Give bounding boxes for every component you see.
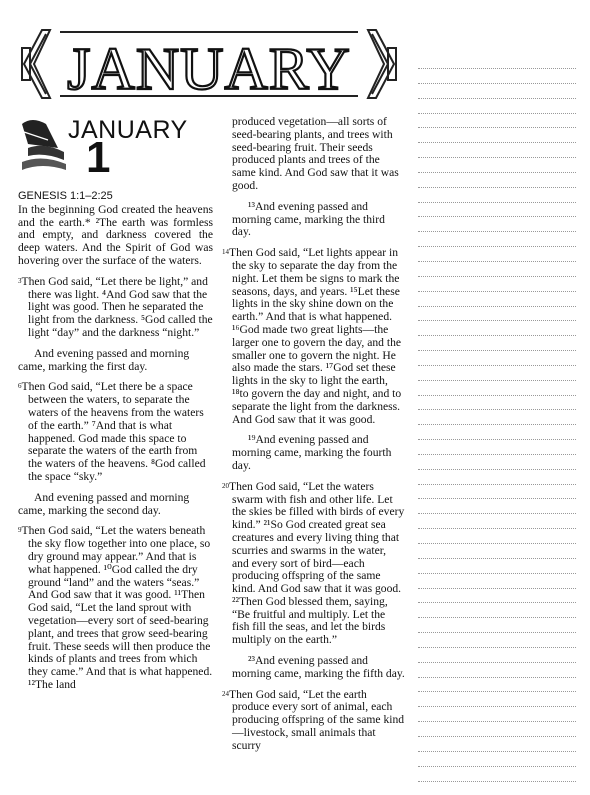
- sundial-icon: [18, 114, 68, 176]
- note-line: [418, 276, 576, 277]
- note-line: [418, 691, 576, 692]
- note-line: [418, 543, 576, 544]
- note-line: [418, 528, 576, 529]
- note-line: [418, 484, 576, 485]
- notes-area: [418, 68, 576, 795]
- note-line: [418, 736, 576, 737]
- note-line: [418, 380, 576, 381]
- note-line: [418, 558, 576, 559]
- note-line: [418, 83, 576, 84]
- note-line: [418, 365, 576, 366]
- note-line: [418, 350, 576, 351]
- note-line: [418, 261, 576, 262]
- note-line: [418, 602, 576, 603]
- note-line: [418, 454, 576, 455]
- note-line: [418, 513, 576, 514]
- note-line: [418, 766, 576, 767]
- verse-paragraph: ¹³And evening passed and morning came, marking the third day.: [232, 199, 385, 239]
- note-line: [418, 439, 576, 440]
- note-line: [418, 751, 576, 752]
- note-line: [418, 424, 576, 425]
- note-line: [418, 291, 576, 292]
- reading-column-1: [18, 190, 213, 700]
- note-line: [418, 172, 576, 173]
- verse-paragraph: ¹⁹And evening passed and morning came, marking the fourth day.: [232, 433, 392, 472]
- note-line: [418, 246, 576, 247]
- month-label: JANUARY: [68, 116, 188, 144]
- note-line: [418, 409, 576, 410]
- verse-paragraph: And evening passed and morning came, marking the second day.: [18, 490, 190, 517]
- note-line: [418, 706, 576, 707]
- scripture-reference: GENESIS 1:1–2:25: [18, 190, 113, 202]
- verse-paragraph: $^{20}$Then God said, “Let the waters swarm with fish and other life. Let the skies be filled with birds of every kind.” ²¹So God created great sea creatures and every living thing that scurries and swarms in the water, and every sort of bird—each producing offspring of the same kind. And God saw that it was good. ²²Then God blessed them, saying, “Be fruitful and multiply. Let the fish fill the seas, and let the birds multiply on the earth.”: [222, 479, 405, 647]
- note-line: [418, 127, 576, 128]
- note-line: [418, 202, 576, 203]
- note-line: [418, 395, 576, 396]
- note-line: [418, 231, 576, 232]
- note-line: [418, 157, 576, 158]
- note-line: [418, 187, 576, 188]
- note-line: [418, 617, 576, 618]
- reading-column-2: [222, 116, 405, 761]
- note-line: [418, 781, 576, 782]
- note-line: [418, 677, 576, 678]
- day-number: 1: [86, 133, 111, 182]
- note-line: [418, 573, 576, 574]
- note-line: [418, 113, 576, 114]
- note-line: [418, 469, 576, 470]
- note-line: [418, 335, 576, 336]
- verse-paragraph: And evening passed and morning came, marking the first day.: [18, 346, 190, 373]
- verse-paragraph: $^{14}$Then God said, “Let lights appear in the sky to separate the day from the night. Let them be signs to mark the seasons, days, and years. ¹⁵Let these lights in the sky shine down on the earth.” And that is what happened. ¹⁶God made two great lights—the larger one to govern the day, and the smaller one to govern the night. He also made the stars. ¹⁷God set these lights in the sky to light the earth, ¹⁸to govern the day and night, and to separate the light from the darkness. And God saw that it was good.: [222, 246, 402, 426]
- verse-paragraph: $^{24}$Then God said, “Let the earth produce every sort of animal, each producing offspring of the same kind—livestock, small animals that scurry: [222, 687, 405, 752]
- note-line: [418, 320, 576, 321]
- verse-paragraph: $^6$Then God said, “Let there be a space between the waters, to separate the waters of the heavens from the waters of the earth.” ⁷And that is what happened. God made this space to separate the waters of the earth from the waters of the heavens. ⁸God called the space “sky.”: [18, 380, 206, 483]
- verse-paragraph: produced vegetation—all sorts of seed-bearing plants, and trees with seed-bearing fruit. Their seeds produced plants and trees of the same kind. And God saw that it was good.: [232, 115, 399, 192]
- banner-title: JANUARY: [67, 36, 351, 102]
- note-line: [418, 142, 576, 143]
- note-line: [418, 498, 576, 499]
- note-line: [418, 306, 576, 307]
- note-line: [418, 588, 576, 589]
- verse-paragraph: ²³And evening passed and morning came, marking the fifth day.: [232, 654, 405, 680]
- note-line: [418, 98, 576, 99]
- verse-paragraph: $^9$Then God said, “Let the waters beneath the sky flow together into one place, so dry ground may appear.” And that is what happened. ¹⁰God called the dry ground “land” and the waters “seas.” And God saw that it was good. ¹¹Then God said, “Let the land sprout with vegetation—every sort of seed-bearing plant, and trees that grow seed-bearing fruit. These seeds will then produce the kinds of plants and trees from which they came.” And that is what happened. ¹²The land: [18, 524, 213, 691]
- note-line: [418, 647, 576, 648]
- month-banner: [20, 18, 398, 110]
- verse-paragraph: $^3$Then God said, “Let there be light,” and there was light. ⁴And God saw that the light was good. Then he separated the light from the darkness. ⁵God called the light “day” and the darkness “night.”: [18, 274, 213, 339]
- note-line: [418, 662, 576, 663]
- verse-paragraph: In the beginning God created the heavens and the earth.* ²The earth was formless and empty, and darkness covered the deep waters. And the Spirit of God was hovering over the surface of the waters.: [18, 202, 213, 267]
- note-line: [418, 68, 576, 69]
- note-line: [418, 216, 576, 217]
- note-line: [418, 721, 576, 722]
- note-line: [418, 632, 576, 633]
